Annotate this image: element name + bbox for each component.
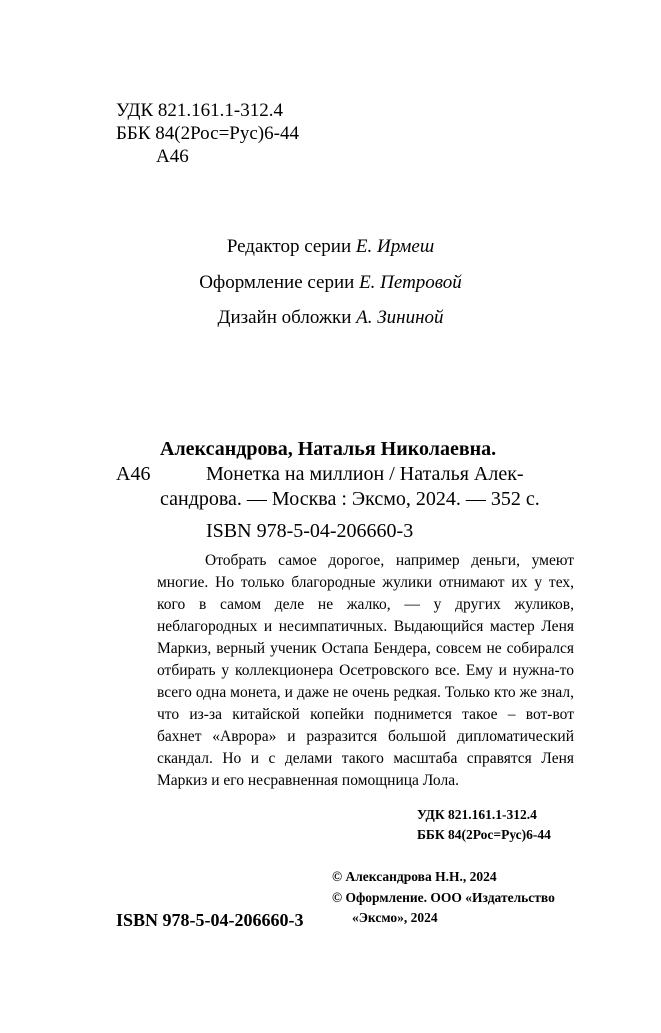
bbk-code: ББК 84(2Рос=Рус)6-44	[116, 123, 299, 144]
credit-name: Е. Петровой	[359, 272, 462, 293]
credit-series-design	[0, 272, 661, 294]
udk-code: УДК 821.161.1-312.4	[116, 100, 283, 121]
credit-editor	[0, 236, 661, 258]
bottom-isbn: ISBN 978-5-04-206660-3	[116, 910, 304, 930]
credit-role: Редактор серии	[226, 236, 352, 257]
annotation-text: Отобрать самое дорогое, например деньги, умеют многие. Но только благородные жулики отнимают их у тех, кого в самом деле не жалко, — у других жуликов, неблагородных и несимпатичных. Выдающийся мастер Леня Маркиз, верный ученик Остапа Бендера, совсем не собирался отбирать у коллекционера Осетровского все. Ему и нужна-то всего одна монета, и даже не очень редкая. Только кто же знал, что из-за китайской копейки поднимется такое – вот-вот бахнет «Аврора» и разразится большой дипломатический скандал. Но и с делами такого масштаба справятся Леня Маркиз и его несравненная помощница Лола.	[157, 552, 574, 789]
catalog-title-line-2: сандрова. — Москва : Эксмо, 2024. — 352 с.	[160, 488, 540, 510]
credit-cover-design	[0, 307, 661, 329]
credit-role: Дизайн обложки	[217, 307, 352, 328]
copyright-design: © Оформление. ООО «Издательство	[332, 890, 555, 905]
author-mark: А46	[156, 146, 189, 167]
footer-bbk: ББК 84(2Рос=Рус)6-44	[417, 827, 551, 842]
credit-name: Е. Ирмеш	[355, 236, 435, 257]
credit-name: А. Зининой	[356, 307, 444, 328]
credit-role: Оформление серии	[199, 272, 355, 293]
copyright-author: © Александрова Н.Н., 2024	[332, 869, 497, 884]
copyright-publisher: «Эксмо», 2024	[352, 910, 438, 925]
catalog-title-line-1: Монетка на миллион / Наталья Алек-	[206, 463, 524, 485]
catalog-author: Александрова, Наталья Николаевна.	[160, 438, 497, 460]
catalog-isbn: ISBN 978-5-04-206660-3	[206, 520, 414, 542]
footer-udk: УДК 821.161.1-312.4	[417, 807, 537, 822]
catalog-code: А46	[116, 463, 151, 485]
